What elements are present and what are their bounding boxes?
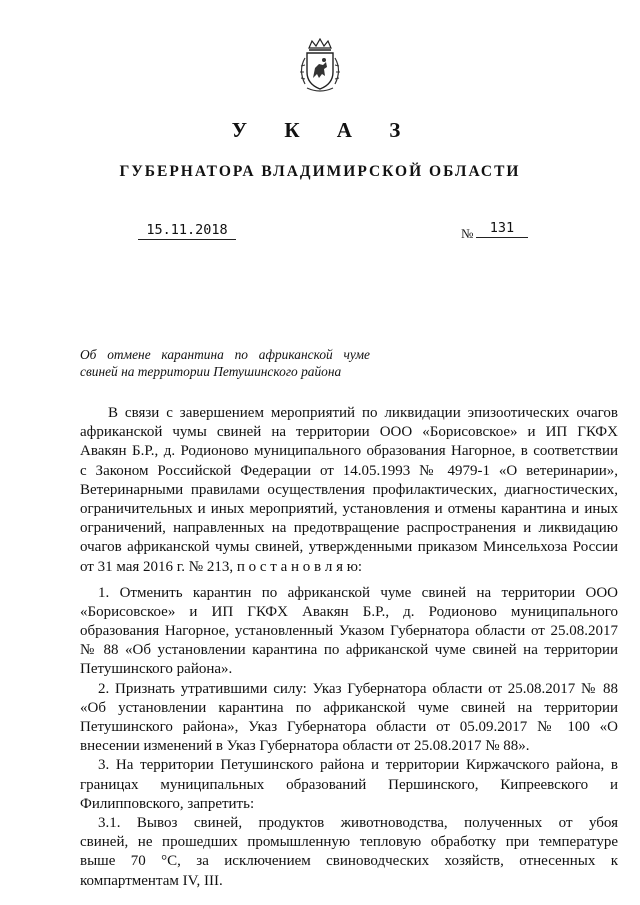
preamble-line: от 31 мая 2016 г. № 213, п о с т а н о в л я ю: — [80, 558, 363, 575]
item-1-paragraph — [80, 584, 618, 680]
coat-of-arms-emblem — [295, 38, 345, 94]
item-3-1-paragraph — [80, 814, 618, 891]
preamble-line: Авакян Б.Р., д. Родионово муниципального образования Нагорное, в соответствии — [80, 443, 618, 460]
item-line: Петушинского района». — [80, 661, 233, 678]
item-line: свиней, не прошедших промышленную тепловую обработку при температуре — [80, 834, 618, 851]
document-date: 15.11.2018 — [138, 222, 236, 240]
item-line: 1. Отменить карантин по африканской чуме свиней на территории ООО — [98, 584, 618, 601]
subject-line: свиней на территории Петушинского района — [80, 364, 342, 379]
document-number-label: № — [461, 226, 474, 241]
preamble-paragraph — [80, 404, 618, 577]
item-line: 3. На территории Петушинского района и территории Киржачского района, в — [98, 757, 618, 774]
document-number: 131 — [476, 220, 528, 238]
document-body — [80, 404, 618, 891]
item-line: «Об установлении карантина по африканской чуме свиней на территории — [80, 699, 618, 716]
preamble-line: с Законом Российской Федерации от 14.05.1993 № 4979-1 «О ветеринарии», — [80, 462, 618, 479]
item-line: «Борисовское» и ИП ГКФХ Авакян Б.Р., д. Родионово муниципального — [80, 603, 618, 620]
item-line: границах муниципальных образований Першинского, Кипреевского и — [80, 776, 618, 793]
item-line: компартментам IV, III. — [80, 872, 223, 889]
subject-line: Об отмене карантина по африканской чуме — [80, 347, 370, 362]
item-line: образования Нагорное, установленный Указом Губернатора области от 25.08.2017 — [80, 623, 618, 640]
document-type-title: У К А З — [231, 118, 417, 142]
preamble-line: африканской чумы свиней на территории ООО «Борисовское» и ИП ГКФХ — [80, 424, 618, 441]
item-line: № 88 «Об установлении карантина по африканской чуме свиней на территории — [80, 642, 618, 659]
document-subject — [80, 346, 370, 380]
item-line: 2. Признать утратившими силу: Указ Губернатора области от 25.08.2017 № 88 — [98, 680, 618, 697]
preamble-line: ограничений, направленных на предотвращение распространения и ликвидацию — [80, 520, 618, 537]
preamble-line: ограничительных и иных мероприятий, установления и отмены карантина и иных — [80, 500, 618, 517]
item-line: Петушинского района», Указ Губернатора области от 05.09.2017 № 100 «О — [80, 719, 618, 735]
item-line: выше 70 °С, за исключением свиноводческих хозяйств, отнесенных к — [80, 853, 618, 870]
issuer-title: ГУБЕРНАТОРА ВЛАДИМИРСКОЙ ОБЛАСТИ — [119, 163, 521, 180]
item-line: Филипповского, запретить: — [80, 795, 255, 812]
preamble-line: очагов африканской чумы свиней, утвержденными приказом Минсельхоза России — [80, 539, 618, 556]
preamble-line: Ветеринарными правилами осуществления профилактических, диагностических, — [80, 481, 618, 498]
item-line: 3.1. Вывоз свиней, продуктов животноводства, полученных от убоя — [98, 814, 618, 831]
item-line: внесении изменений в Указ Губернатора области от 25.08.2017 № 88». — [80, 738, 530, 755]
item-3-paragraph — [80, 756, 618, 814]
preamble-line: В связи с завершением мероприятий по ликвидации эпизоотических очагов — [108, 405, 618, 421]
item-2-paragraph — [80, 680, 618, 757]
